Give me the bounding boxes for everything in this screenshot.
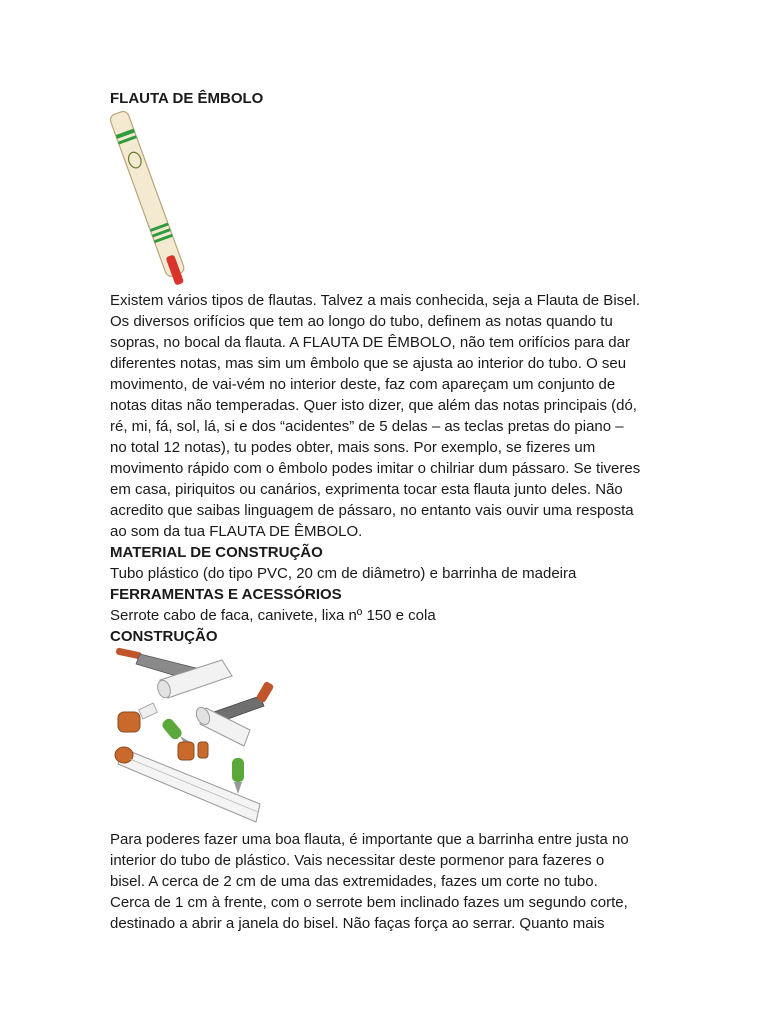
material-heading: MATERIAL DE CONSTRUÇÃO	[110, 544, 323, 561]
construction-line: bisel. A cerca de 2 cm de uma das extremidades, fazes um corte no tubo.	[110, 873, 598, 890]
intro-line: movimento rápido com o êmbolo podes imitar o chilriar dum pássaro. Se tiveres	[110, 460, 641, 477]
wooden-piece	[178, 742, 194, 760]
knife-icon	[232, 758, 244, 794]
intro-line: sopras, no bocal da flauta. A FLAUTA DE ÊMBOLO, não tem orifícios para dar	[110, 334, 630, 351]
construction-line: Cerca de 1 cm à frente, com o serrote bem inclinado fazes um segundo corte,	[110, 894, 628, 911]
construction-line: Para poderes fazer uma boa flauta, é importante que a barrinha entre justa no	[110, 831, 629, 848]
intro-line: notas ditas não temperadas. Quer isto dizer, que além das notas principais (dó,	[110, 397, 637, 414]
intro-line: ao som da tua FLAUTA DE ÊMBOLO.	[110, 523, 363, 540]
page-title: FLAUTA DE ÊMBOLO	[110, 90, 264, 107]
intro-line: Os diversos orifícios que tem ao longo do tubo, definem as notas quando tu	[110, 313, 613, 330]
tools-heading: FERRAMENTAS E ACESSÓRIOS	[110, 586, 342, 603]
intro-line: Existem vários tipos de flautas. Talvez a mais conhecida, seja a Flauta de Bisel.	[110, 292, 640, 309]
wooden-piece	[198, 742, 208, 758]
construction-illustration	[110, 646, 285, 828]
intro-paragraph	[110, 290, 640, 542]
tools-text: Serrote cabo de faca, canivete, lixa nº 150 e cola	[110, 607, 436, 624]
flute-illustration	[110, 110, 205, 288]
construction-paragraph	[110, 829, 629, 934]
material-text: Tubo plástico (do tipo PVC, 20 cm de diâmetro) e barrinha de madeira	[110, 565, 577, 582]
intro-line: em casa, piriquitos ou canários, exprimenta tocar esta flauta junto deles. Não	[110, 481, 623, 498]
construction-line: destinado a abrir a janela do bisel. Não faças força ao serrar. Quanto mais	[110, 915, 605, 932]
intro-line: diferentes notas, mas sim um êmbolo que se ajusta ao interior do tubo. O seu	[110, 355, 627, 372]
intro-line: movimento, de vai-vém no interior deste, faz com apareçam um conjunto de	[110, 376, 616, 393]
wooden-plug	[118, 703, 157, 732]
intro-line: no total 12 notas), tu podes obter, mais sons. Por exemplo, se fizeres um	[110, 439, 596, 456]
intro-line: acredito que saibas linguagem de pássaro, no entanto vais ouvir uma resposta	[110, 502, 634, 519]
intro-line: ré, mi, fá, sol, lá, si e dos “acidentes” de 5 delas – as teclas pretas do piano –	[110, 418, 624, 435]
construction-line: interior do tubo de plástico. Vais necessitar deste pormenor para fazeres o	[110, 852, 605, 869]
construction-heading: CONSTRUÇÃO	[110, 628, 218, 645]
